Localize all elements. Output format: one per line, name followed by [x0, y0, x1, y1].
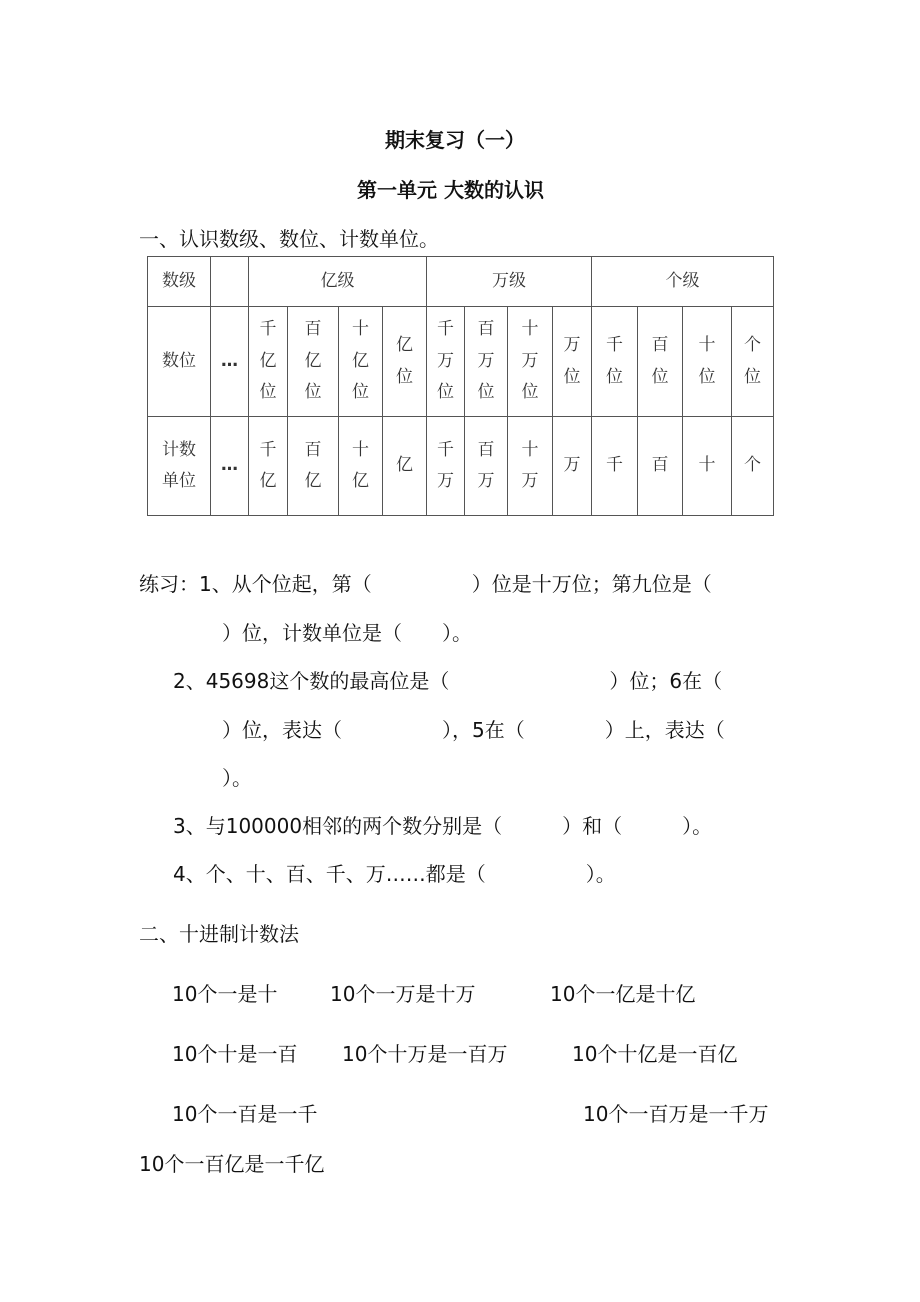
- number-place-table: [147, 256, 774, 516]
- section1-heading: 一、认识数级、数位、计数单位。: [139, 227, 439, 251]
- decimal-fact: 10个一百亿是一千亿: [139, 1152, 325, 1176]
- unit-cell: 千: [592, 417, 638, 516]
- decimal-fact: 10个十万是一百万: [342, 1042, 508, 1066]
- unit-cell: 千万: [427, 417, 465, 516]
- unit-cell: 百: [638, 417, 683, 516]
- level-wan: 万级: [427, 257, 592, 307]
- level-row: [148, 257, 774, 307]
- unit-cell: 十: [683, 417, 732, 516]
- decimal-fact: 10个一亿是十亿: [550, 982, 696, 1006]
- place-cell: 十亿位: [339, 307, 383, 417]
- place-cell: 十万位: [508, 307, 553, 417]
- level-yi: 亿级: [249, 257, 427, 307]
- blank-cell: [211, 257, 249, 307]
- ellipsis-cell: …: [211, 307, 249, 417]
- exercise-3: 3、与100000相邻的两个数分别是（ ）和（ ）。: [173, 814, 713, 838]
- place-cell: 百位: [638, 307, 683, 417]
- unit-row: [148, 417, 774, 516]
- unit-cell: 万: [553, 417, 592, 516]
- place-cell: 百亿位: [288, 307, 339, 417]
- decimal-fact: 10个一百是一千: [172, 1102, 318, 1126]
- unit-cell: 十亿: [339, 417, 383, 516]
- unit-cell: 十万: [508, 417, 553, 516]
- unit-cell: 个: [732, 417, 774, 516]
- row-header-place: 数位: [148, 307, 211, 417]
- ellipsis-cell: …: [211, 417, 249, 516]
- decimal-fact: 10个一万是十万: [330, 982, 476, 1006]
- unit-cell: 千亿: [249, 417, 288, 516]
- decimal-fact: 10个一百万是一千万: [583, 1102, 769, 1126]
- page-title: 期末复习（一）: [385, 128, 525, 152]
- place-cell: 个位: [732, 307, 774, 417]
- place-cell: 千亿位: [249, 307, 288, 417]
- unit-cell: 百万: [465, 417, 508, 516]
- exercise-2-line-1: 2、45698这个数的最高位是（ ）位；6在（: [173, 669, 723, 693]
- level-ge: 个级: [592, 257, 774, 307]
- decimal-fact: 10个一是十: [172, 982, 278, 1006]
- row-header-level: 数级: [148, 257, 211, 307]
- place-cell: 万位: [553, 307, 592, 417]
- row-header-unit: 计数单位: [148, 417, 211, 516]
- page-subtitle: 第一单元 大数的认识: [357, 178, 544, 202]
- place-cell: 千位: [592, 307, 638, 417]
- unit-cell: 亿: [383, 417, 427, 516]
- place-cell: 亿位: [383, 307, 427, 417]
- place-cell: 千万位: [427, 307, 465, 417]
- section2-heading: 二、十进制计数法: [139, 922, 299, 946]
- place-row: [148, 307, 774, 417]
- decimal-fact: 10个十是一百: [172, 1042, 298, 1066]
- place-cell: 十位: [683, 307, 732, 417]
- exercise-1-line-2: ）位，计数单位是（ ）。: [222, 621, 472, 645]
- exercise-2-line-2: ）位，表达（ ），5在（ ）上，表达（: [222, 718, 725, 742]
- unit-cell: 百亿: [288, 417, 339, 516]
- exercise-2-line-3: ）。: [222, 766, 252, 790]
- exercise-4: 4、个、十、百、千、万……都是（ ）。: [173, 862, 616, 886]
- exercise-1-line-1: 练习：1、从个位起，第（ ）位是十万位；第九位是（: [139, 572, 712, 596]
- place-cell: 百万位: [465, 307, 508, 417]
- decimal-fact: 10个十亿是一百亿: [572, 1042, 738, 1066]
